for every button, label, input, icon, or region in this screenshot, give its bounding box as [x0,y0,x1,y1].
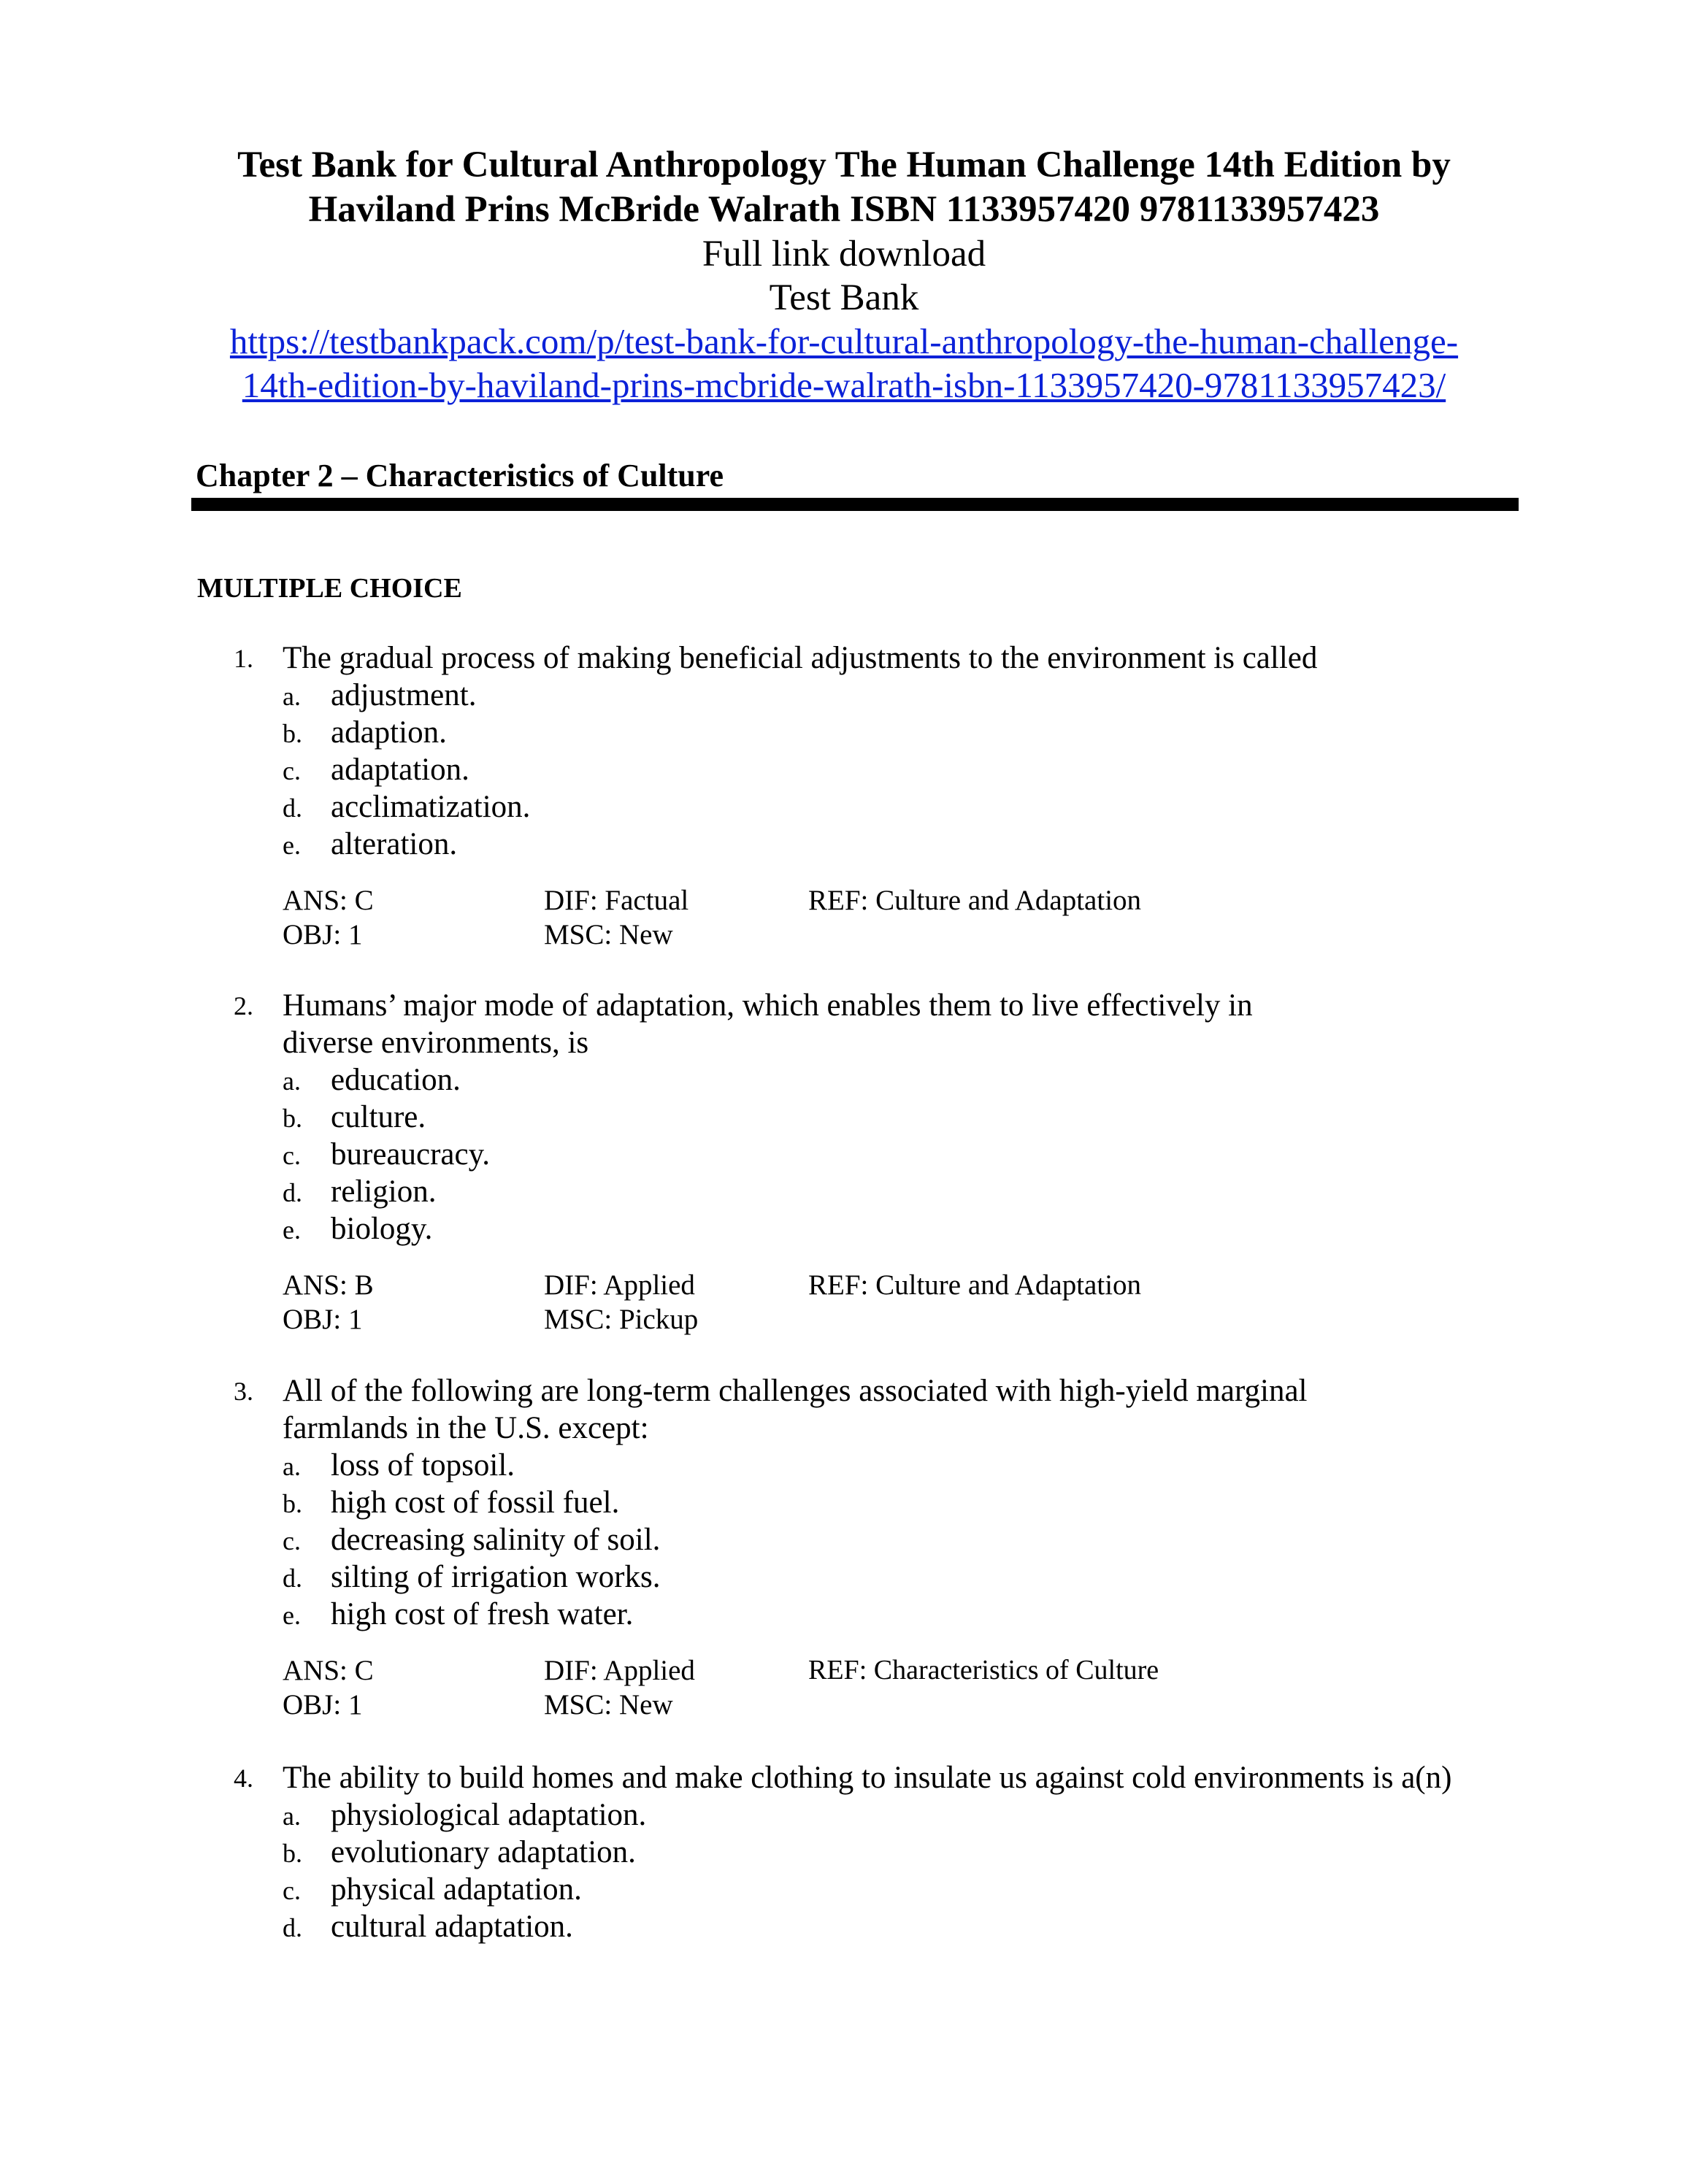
document-title-line-2: Haviland Prins McBride Walrath ISBN 1133957420 9781133957423 [308,189,1380,230]
option-letter: a. [283,1452,301,1481]
answer-option [283,1484,619,1521]
option-text: education. [331,1063,461,1097]
question-text: The gradual process of making beneficial adjustments to the environment is called [283,641,1318,675]
answer-option [283,1871,582,1908]
option-letter: d. [283,1913,302,1942]
difficulty: DIF: Applied [544,1655,695,1686]
document-title-line-1: Test Bank for Cultural Anthropology The Human Challenge 14th Edition by [237,145,1451,185]
answer-key: ANS: B [283,1269,374,1301]
answer-option [283,1521,660,1558]
answer-option [283,1099,426,1136]
option-text: acclimatization. [331,790,531,824]
objective: OBJ: 1 [283,919,363,950]
chapter-divider [191,498,1519,511]
objective: OBJ: 1 [283,1689,363,1720]
chapter-title: Chapter 2 – Characteristics of Culture [196,458,724,493]
option-letter: c. [283,1876,301,1905]
question-text-continued: farmlands in the U.S. except: [283,1411,649,1445]
answer-option [283,1558,660,1596]
option-letter: b. [283,719,302,748]
option-text: silting of irrigation works. [331,1560,661,1594]
reference: REF: Characteristics of Culture [808,1655,1159,1685]
answer-option [283,1596,633,1633]
option-letter: d. [283,793,302,823]
misc: MSC: New [544,919,673,950]
misc: MSC: New [544,1689,673,1720]
full-link-download-label: Full link download [702,234,986,274]
option-letter: c. [283,1141,301,1170]
answer-option [283,1061,461,1099]
question-text: The ability to build homes and make clothing to insulate us against cold environments is a(n) [283,1761,1452,1795]
option-text: decreasing salinity of soil. [331,1523,661,1557]
answer-option [283,1908,573,1945]
option-text: adaptation. [331,753,469,787]
answer-option [283,826,457,863]
section-title: MULTIPLE CHOICE [197,573,462,604]
question-number: 4. [234,1764,253,1793]
option-text: cultural adaptation. [331,1910,573,1944]
option-text: biology. [331,1212,433,1246]
misc: MSC: Pickup [544,1304,699,1335]
option-letter: e. [283,1601,301,1630]
option-text: bureaucracy. [331,1137,491,1172]
option-text: high cost of fossil fuel. [331,1485,620,1520]
difficulty: DIF: Factual [544,885,689,916]
test-bank-label: Test Bank [769,277,919,318]
option-text: physiological adaptation. [331,1798,647,1832]
option-letter: b. [283,1839,302,1868]
question-text: Humans’ major mode of adaptation, which enables them to live effectively in [283,988,1253,1023]
answer-option [283,1173,437,1210]
option-letter: e. [283,1215,301,1245]
option-letter: e. [283,831,301,860]
document-header [0,143,1688,407]
answer-option [283,1447,515,1484]
option-letter: a. [283,1802,301,1831]
option-text: adaption. [331,715,447,750]
answer-option [283,1136,490,1173]
reference: REF: Culture and Adaptation [808,1269,1142,1301]
question-number: 2. [234,991,253,1020]
option-letter: c. [283,756,301,785]
answer-key: ANS: C [283,1655,374,1686]
objective: OBJ: 1 [283,1304,363,1335]
option-text: evolutionary adaptation. [331,1835,636,1869]
answer-option [283,788,530,826]
question-number: 3. [234,1377,253,1406]
option-text: religion. [331,1174,437,1209]
answer-option [283,1834,636,1871]
option-letter: b. [283,1489,302,1518]
option-text: loss of topsoil. [331,1448,515,1483]
difficulty: DIF: Applied [544,1269,695,1301]
option-letter: d. [283,1178,302,1207]
answer-option [283,1796,646,1834]
reference: REF: Culture and Adaptation [808,885,1142,916]
option-letter: d. [283,1564,302,1593]
option-letter: a. [283,1066,301,1096]
option-text: physical adaptation. [331,1872,582,1907]
answer-option [283,677,476,714]
answer-option [283,714,447,751]
option-letter: c. [283,1526,301,1556]
option-text: culture. [331,1100,426,1134]
question-text-continued: diverse environments, is [283,1026,589,1060]
answer-option [283,751,469,788]
option-letter: a. [283,682,301,711]
option-text: alteration. [331,827,458,861]
answer-key: ANS: C [283,885,374,916]
answer-option [283,1210,432,1247]
download-link-line-2[interactable]: 14th-edition-by-haviland-prins-mcbride-walrath-isbn-1133957420-9781133957423/ [242,365,1446,405]
option-letter: b. [283,1104,302,1133]
option-text: high cost of fresh water. [331,1597,634,1631]
option-text: adjustment. [331,678,477,712]
download-link-line-1[interactable]: https://testbankpack.com/p/test-bank-for-cultural-anthropology-the-human-challenge- [229,321,1459,361]
question-number: 1. [234,644,253,673]
question-text: All of the following are long-term challenges associated with high-yield marginal [283,1374,1308,1408]
